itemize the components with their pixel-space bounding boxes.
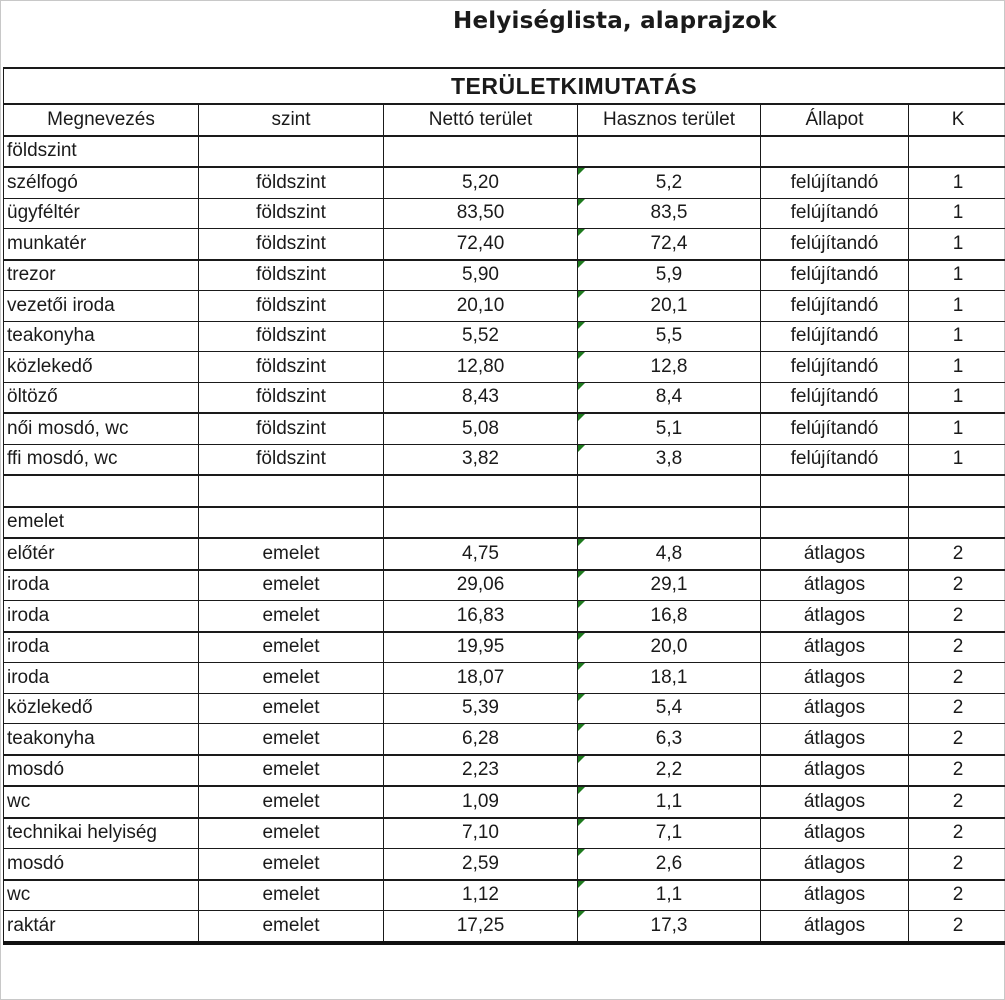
usable-area-value: 1,1 [655, 884, 683, 906]
column-header-net-area: Nettó terület [384, 104, 578, 136]
empty-cell [761, 507, 909, 539]
room-name: iroda [4, 632, 199, 663]
k-value: 1 [909, 444, 1005, 475]
cell-note-flag-icon [578, 911, 585, 918]
room-level: földszint [199, 229, 384, 260]
cell-note-flag-icon [578, 445, 585, 452]
table-row [4, 413, 1005, 444]
table-row [4, 663, 1005, 694]
net-area: 72,40 [384, 229, 578, 260]
room-level: földszint [199, 413, 384, 444]
room-name: szélfogó [4, 167, 199, 198]
table-row [4, 632, 1005, 663]
room-name: vezetői iroda [4, 291, 199, 322]
cell-note-flag-icon [578, 199, 585, 206]
usable-area [578, 167, 761, 198]
usable-area-value: 2,2 [655, 759, 683, 781]
table-row [4, 693, 1005, 724]
usable-area-value: 5,9 [655, 264, 683, 286]
cell-note-flag-icon [578, 633, 585, 640]
usable-area [578, 755, 761, 787]
k-value: 2 [909, 570, 1005, 601]
usable-area [578, 291, 761, 322]
section-header-row [4, 507, 1005, 539]
net-area: 7,10 [384, 818, 578, 849]
column-header-k: K [909, 104, 1005, 136]
condition: átlagos [761, 601, 909, 632]
table-row [4, 818, 1005, 849]
room-name: mosdó [4, 849, 199, 880]
usable-area-value: 7,1 [655, 822, 683, 844]
table-row [4, 911, 1005, 943]
room-level: emelet [199, 570, 384, 601]
cell-note-flag-icon [578, 663, 585, 670]
cell-note-flag-icon [578, 539, 585, 546]
room-name: trezor [4, 260, 199, 291]
room-level: emelet [199, 818, 384, 849]
usable-area-value: 16,8 [650, 604, 688, 626]
k-value: 1 [909, 167, 1005, 198]
usable-area [578, 413, 761, 444]
usable-area [578, 693, 761, 724]
usable-area-value: 5,5 [655, 325, 683, 347]
room-level: földszint [199, 321, 384, 352]
k-value: 1 [909, 382, 1005, 413]
condition: átlagos [761, 570, 909, 601]
table-row [4, 260, 1005, 291]
usable-area-value: 8,4 [655, 386, 683, 408]
condition: felújítandó [761, 444, 909, 475]
empty-cell [578, 475, 761, 507]
room-name: iroda [4, 601, 199, 632]
room-name: közlekedő [4, 693, 199, 724]
k-value: 2 [909, 693, 1005, 724]
empty-cell [761, 136, 909, 168]
table-row [4, 198, 1005, 229]
condition: felújítandó [761, 291, 909, 322]
usable-area-value: 2,6 [655, 852, 683, 874]
empty-cell [761, 475, 909, 507]
k-value: 1 [909, 321, 1005, 352]
k-value: 2 [909, 601, 1005, 632]
room-level: földszint [199, 382, 384, 413]
table-row [4, 786, 1005, 818]
usable-area-value: 83,5 [650, 202, 688, 224]
table-row [4, 291, 1005, 322]
net-area: 3,82 [384, 444, 578, 475]
net-area: 83,50 [384, 198, 578, 229]
table-row [4, 352, 1005, 383]
usable-area [578, 444, 761, 475]
net-area: 5,90 [384, 260, 578, 291]
usable-area [578, 849, 761, 880]
net-area: 19,95 [384, 632, 578, 663]
document-title: Helyiséglista, alaprajzok [453, 8, 777, 34]
section-label: emelet [4, 507, 199, 539]
room-level: emelet [199, 632, 384, 663]
empty-cell [4, 475, 199, 507]
table-row [4, 601, 1005, 632]
room-name: ffi mosdó, wc [4, 444, 199, 475]
usable-area-value: 5,4 [655, 697, 683, 719]
net-area: 5,08 [384, 413, 578, 444]
room-name: teakonyha [4, 321, 199, 352]
table-caption-row [4, 68, 1005, 104]
net-area: 12,80 [384, 352, 578, 383]
empty-cell [909, 507, 1005, 539]
net-area: 1,12 [384, 880, 578, 911]
cell-note-flag-icon [578, 787, 585, 794]
condition: átlagos [761, 818, 909, 849]
condition: átlagos [761, 538, 909, 570]
column-header-usable-area: Hasznos terület [578, 104, 761, 136]
room-level: emelet [199, 911, 384, 943]
usable-area-value: 5,2 [655, 171, 683, 193]
usable-area [578, 786, 761, 818]
cell-note-flag-icon [578, 352, 585, 359]
empty-cell [909, 136, 1005, 168]
k-value: 2 [909, 880, 1005, 911]
k-value: 1 [909, 352, 1005, 383]
cell-note-flag-icon [578, 849, 585, 856]
usable-area [578, 352, 761, 383]
k-value: 2 [909, 755, 1005, 787]
cell-note-flag-icon [578, 322, 585, 329]
usable-area [578, 321, 761, 352]
room-level: emelet [199, 663, 384, 694]
condition: átlagos [761, 849, 909, 880]
k-value: 2 [909, 724, 1005, 755]
usable-area [578, 260, 761, 291]
room-level: földszint [199, 167, 384, 198]
k-value: 2 [909, 911, 1005, 943]
column-header-level: szint [199, 104, 384, 136]
cell-note-flag-icon [578, 819, 585, 826]
k-value: 1 [909, 229, 1005, 260]
cell-note-flag-icon [578, 881, 585, 888]
net-area: 5,52 [384, 321, 578, 352]
usable-area-value: 20,0 [650, 636, 688, 658]
condition: átlagos [761, 786, 909, 818]
room-name: mosdó [4, 755, 199, 787]
table-row [4, 167, 1005, 198]
area-summary-table [3, 67, 1005, 945]
usable-area [578, 570, 761, 601]
room-level: emelet [199, 755, 384, 787]
empty-cell [384, 136, 578, 168]
room-name: technikai helyiség [4, 818, 199, 849]
cell-note-flag-icon [578, 601, 585, 608]
k-value: 1 [909, 260, 1005, 291]
table-row [4, 880, 1005, 911]
empty-cell [199, 475, 384, 507]
room-name: raktár [4, 911, 199, 943]
section-header-row [4, 136, 1005, 168]
k-value: 2 [909, 818, 1005, 849]
net-area: 2,59 [384, 849, 578, 880]
table-row [4, 538, 1005, 570]
k-value: 1 [909, 291, 1005, 322]
room-level: emelet [199, 849, 384, 880]
section-label: földszint [4, 136, 199, 168]
net-area: 5,20 [384, 167, 578, 198]
net-area: 6,28 [384, 724, 578, 755]
usable-area-value: 1,1 [655, 790, 683, 812]
empty-cell [199, 507, 384, 539]
cell-note-flag-icon [578, 261, 585, 268]
k-value: 2 [909, 632, 1005, 663]
net-area: 17,25 [384, 911, 578, 943]
usable-area-value: 20,1 [650, 294, 688, 316]
net-area: 2,23 [384, 755, 578, 787]
table-row [4, 849, 1005, 880]
k-value: 2 [909, 786, 1005, 818]
table-row [4, 755, 1005, 787]
table-header-row [4, 104, 1005, 136]
room-name: iroda [4, 663, 199, 694]
condition: átlagos [761, 724, 909, 755]
column-header-name: Megnevezés [4, 104, 199, 136]
usable-area-value: 72,4 [650, 232, 688, 254]
net-area: 16,83 [384, 601, 578, 632]
usable-area [578, 663, 761, 694]
empty-cell [909, 475, 1005, 507]
room-level: emelet [199, 538, 384, 570]
cell-note-flag-icon [578, 756, 585, 763]
room-level: emelet [199, 880, 384, 911]
table-row [4, 229, 1005, 260]
net-area: 29,06 [384, 570, 578, 601]
condition: átlagos [761, 663, 909, 694]
usable-area [578, 229, 761, 260]
condition: felújítandó [761, 198, 909, 229]
cell-note-flag-icon [578, 571, 585, 578]
cell-note-flag-icon [578, 229, 585, 236]
usable-area [578, 601, 761, 632]
k-value: 2 [909, 849, 1005, 880]
room-level: emelet [199, 724, 384, 755]
condition: átlagos [761, 632, 909, 663]
room-level: földszint [199, 352, 384, 383]
room-level: földszint [199, 444, 384, 475]
condition: átlagos [761, 911, 909, 943]
usable-area [578, 818, 761, 849]
usable-area [578, 632, 761, 663]
usable-area-value: 29,1 [650, 574, 688, 596]
room-name: teakonyha [4, 724, 199, 755]
k-value: 1 [909, 198, 1005, 229]
condition: felújítandó [761, 321, 909, 352]
net-area: 1,09 [384, 786, 578, 818]
net-area: 20,10 [384, 291, 578, 322]
condition: felújítandó [761, 382, 909, 413]
room-name: női mosdó, wc [4, 413, 199, 444]
usable-area [578, 880, 761, 911]
room-name: wc [4, 880, 199, 911]
usable-area-value: 17,3 [650, 914, 688, 936]
room-level: földszint [199, 291, 384, 322]
empty-cell [578, 136, 761, 168]
net-area: 4,75 [384, 538, 578, 570]
condition: átlagos [761, 880, 909, 911]
room-level: emelet [199, 693, 384, 724]
usable-area [578, 538, 761, 570]
condition: átlagos [761, 693, 909, 724]
cell-note-flag-icon [578, 168, 585, 175]
k-value: 1 [909, 413, 1005, 444]
condition: felújítandó [761, 229, 909, 260]
room-name: iroda [4, 570, 199, 601]
empty-cell [578, 507, 761, 539]
room-name: közlekedő [4, 352, 199, 383]
usable-area-value: 5,1 [655, 417, 683, 439]
table-row [4, 382, 1005, 413]
table-caption: TERÜLETKIMUTATÁS [4, 68, 1005, 104]
cell-note-flag-icon [578, 694, 585, 701]
room-name: ügyféltér [4, 198, 199, 229]
cell-note-flag-icon [578, 724, 585, 731]
room-name: előtér [4, 538, 199, 570]
cell-note-flag-icon [578, 383, 585, 390]
condition: felújítandó [761, 167, 909, 198]
net-area: 18,07 [384, 663, 578, 694]
usable-area-value: 4,8 [655, 542, 683, 564]
condition: felújítandó [761, 352, 909, 383]
room-level: emelet [199, 786, 384, 818]
room-level: emelet [199, 601, 384, 632]
usable-area [578, 382, 761, 413]
table-row [4, 724, 1005, 755]
net-area: 5,39 [384, 693, 578, 724]
usable-area-value: 3,8 [655, 448, 683, 470]
usable-area [578, 198, 761, 229]
room-name: wc [4, 786, 199, 818]
room-level: földszint [199, 260, 384, 291]
table-row [4, 570, 1005, 601]
room-name: munkatér [4, 229, 199, 260]
empty-cell [199, 136, 384, 168]
k-value: 2 [909, 663, 1005, 694]
condition: felújítandó [761, 413, 909, 444]
net-area: 8,43 [384, 382, 578, 413]
condition: átlagos [761, 755, 909, 787]
room-name: öltöző [4, 382, 199, 413]
table-row [4, 444, 1005, 475]
condition: felújítandó [761, 260, 909, 291]
cell-note-flag-icon [578, 414, 585, 421]
spacer-row [4, 475, 1005, 507]
usable-area-value: 6,3 [655, 727, 683, 749]
usable-area-value: 12,8 [650, 355, 688, 377]
usable-area-value: 18,1 [650, 666, 688, 688]
cell-note-flag-icon [578, 291, 585, 298]
empty-cell [384, 507, 578, 539]
usable-area [578, 911, 761, 943]
usable-area [578, 724, 761, 755]
empty-cell [384, 475, 578, 507]
table-row [4, 321, 1005, 352]
k-value: 2 [909, 538, 1005, 570]
column-header-condition: Állapot [761, 104, 909, 136]
room-level: földszint [199, 198, 384, 229]
